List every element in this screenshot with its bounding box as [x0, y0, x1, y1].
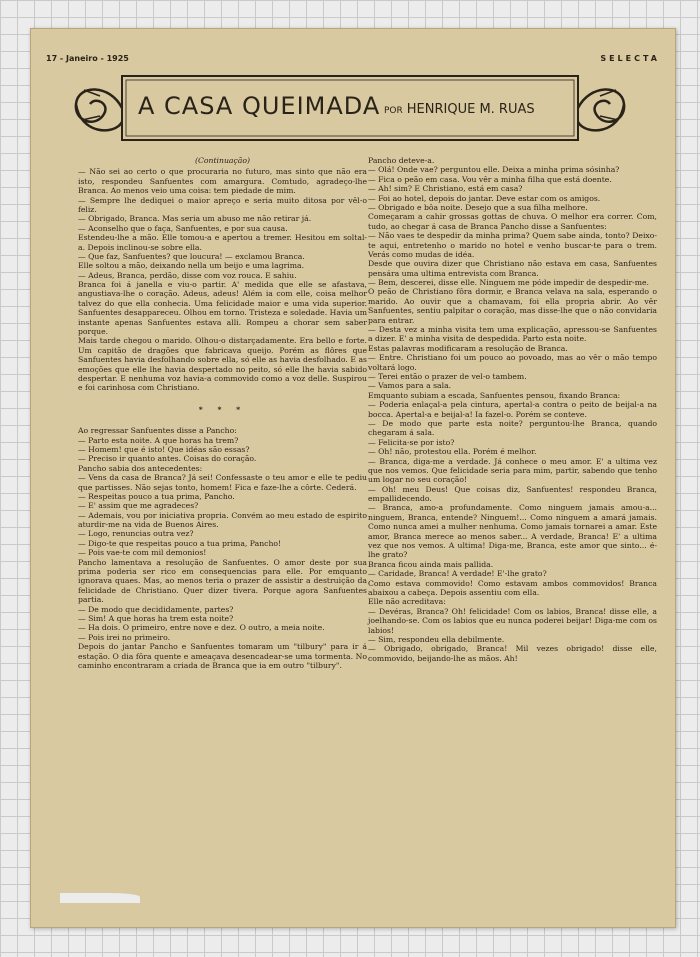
paragraph: — Ah! sim? E Christiano, está em casa?: [368, 184, 523, 194]
paragraph: — Aconselho que o faça, Sanfuentes, e por sua causa.: [78, 223, 288, 233]
paragraph: — Pois vae-te com mil demonios!: [78, 548, 207, 558]
paragraph: — Logo, renuncias outra vez?: [78, 529, 194, 539]
left-paragraphs-b: [78, 426, 367, 670]
paragraph: — Bem, descerei, disse elle. Ninguem me póde impedir de despedir-me.: [368, 278, 650, 288]
paragraph: — Obrigado e bôa noite. Desejo que a sua filha melhore.: [368, 202, 588, 212]
paragraph: — Oh! meu Deus! Que coisas diz, Sanfuentes! respondeu Branca, empallidecendo.: [368, 484, 657, 504]
paragraph: Pancho lamentava a resolução de Sanfuentes. O amor deste por sua prima poderia ser rico em consequencias para elle. Por emquanto ignorava quaes. Mas, ao menos teria o prazer de assistir a destruição da felicidade de Christiano. Quer dizer tivera. Porque agora Sanfuentes partia.: [78, 557, 367, 605]
author-name: HENRIQUE M. RUAS: [406, 102, 535, 117]
paragraph: — Fica o peão em casa. Vou vêr a minha filha que está doente.: [368, 174, 612, 184]
paragraph: Branca foi á janella e viu-o partir. A' medida que elle se afastava, angustiava-lhe o coração. Adeus, adeus! Além ia com elle, coisa melhor talvez do que ella conhecia. Uma felicidade maior e uma vida superior. Sanfuentes desappareceu. Olhou em torno. Tristeza e soledade. Havia um instante apenas Sanfuentes estava alli. Rompeu a chorar sem saber porque.: [78, 280, 367, 337]
paragraph: — Respeitas pouco a tua prima, Pancho.: [78, 491, 235, 501]
paragraph: Depois do jantar Pancho e Sanfuentes tomaram um "tilbury" para ir á estação. O dia fôra quente e ameaçava desencadear-se uma tormenta. No caminho encontraram a criada de Branca que ia em outro "tilbury".: [78, 642, 367, 670]
paragraph: — Parto esta noite. A que horas ha trem?: [78, 435, 239, 445]
paragraph: — Caridade, Branca! A verdade! E'-lhe grato?: [368, 569, 547, 579]
paragraph: — Branca, amo-a profundamente. Como ninguem jamais amou-a... ninguem, Branca, entende? Ninguem!... Como ninguem a amará jamais. Como nunca amei a mulher nenhuma. Como jamais tornarei a amar. Este amor, Branca merece ao menos saber... A verdade, Branca! E' a ultima vez que nos vemos. A ultima! Diga-me, Branca, este amor que sinto... é-lhe grato?: [368, 503, 657, 560]
paragraph: — Vamos para a sala.: [368, 381, 452, 391]
continuation-label: (Continuação): [194, 156, 250, 165]
paragraph: — Não sei ao certo o que procuraria no futuro, mas sinto que não era isto, respondeu Sanfuentes com amargura. Comtudo, agradeço-lhe Branca. Ao menos veio uma coisa: tem piedade de mim.: [78, 167, 367, 196]
section-separator: * * *: [198, 404, 247, 414]
magazine-page: [30, 28, 676, 928]
paragraph: Branca ficou ainda mais pallida.: [368, 559, 494, 569]
issue-date: 17 - Janeiro - 1925: [46, 54, 129, 63]
magazine-name: SELECTA: [600, 54, 660, 63]
paragraph: — Vens da casa de Branca? Já sei! Confessaste o teu amor e elle te pediu que partisses. Não sejas tonto, homem! Fica e faze-lhe a côrte. Cederá.: [78, 473, 367, 492]
paragraph: — Ademais, vou por iniciativa propria. Convém ao meu estado de espirito aturdir-me na vida de Buenos Aires.: [78, 510, 367, 530]
paragraph: — De modo que decididamente, partes?: [78, 604, 234, 614]
paragraph: — Branca, diga-me a verdade. Já conhece o meu amor. E' a ultima vez que nos vemos. Que felicidade seria para mim, partir, sabendo que tenho um logar no seu coração!: [368, 456, 657, 485]
paragraph: Elle soltou a mão, deixando nella um beijo e uma lagrima.: [78, 261, 305, 271]
paragraph: — Olá! Onde vae? perguntou elle. Deixa a minha prima sósinha?: [368, 165, 620, 175]
byline-por: POR: [384, 106, 403, 116]
paragraph: — Homem! que é isto! Que idéas são essas?: [78, 444, 250, 454]
paragraph: — Que faz, Sanfuentes? que loucura! — exclamou Branca.: [78, 251, 305, 261]
paragraph: Pancho deteve-a.: [368, 156, 435, 165]
paragraph: — Devéras, Branca? Oh! felicidade! Com os labios, Branca! disse elle, a joelhando-se. Com os labios que eu nunca poderei beijar! Diga-me com os labios!: [368, 606, 657, 635]
paragraph: — Obrigado, Branca. Mas seria um abuso me não retirar já.: [78, 214, 312, 224]
paragraph: — Sim, respondeu ella debilmente.: [368, 634, 505, 644]
paragraph: — Foi ao hotel, depois do jantar. Deve estar com os amigos.: [368, 193, 601, 203]
title-banner: [70, 70, 630, 146]
paragraph: Começaram a cahir grossas gottas de chuva. O melhor era correr. Com, tudo, ao chegar á casa de Branca Pancho disse a Sanfuentes:: [368, 212, 657, 231]
text-column-left: [78, 156, 367, 670]
paragraph: — Felicita-se por isto?: [368, 437, 455, 447]
paragraph: Estas palavras modificaram a resolução de Branca.: [368, 343, 568, 353]
paragraph: — Sempre lhe dediquei o maior apreço e seria muito ditosa por vêl-o feliz.: [78, 195, 367, 214]
text-column-right: [368, 156, 657, 663]
paragraph: — De modo que parte esta noite? perguntou-lhe Branca, quando chegaram á sala.: [368, 418, 657, 438]
paragraph: Desde que ouvira dizer que Christiano não estava em casa, Sanfuentes pensára uma ultima entrevista com Branca.: [368, 259, 657, 278]
paragraph: — Preciso ir quanto antes. Coisas do coração.: [78, 454, 257, 464]
left-paragraphs-a: [78, 167, 367, 392]
paragraph: Emquanto subiam a escada, Sanfuentes pensou, fixando Branca:: [368, 390, 621, 400]
paragraph: Mais tarde chegou o marido. Olhou-o distarçadamente. Era bello e forte. Um capitão de dragões que fabricava queijo. Porém as flôres que Sanfuentes havia desfolhando sobre ella, só elle as havia desfolhado. E as emoções que elle lhe havia despertado no peito, só elle lhe havia sabido despertar. E nenhuma voz havia-a commovido como a voz delle. Suspirou e foi carinhosa com Christiano.: [78, 336, 367, 393]
paragraph: — Ha dois. O primeiro, entre nove e dez. O outro, a meia noite.: [78, 623, 325, 633]
paragraph: — Obrigado, obrigado, Branca! Mil vezes obrigado! disse elle, commovido, beijando-lhe as mãos. Ah!: [368, 644, 657, 663]
page-header: [46, 54, 660, 63]
paragraph: O peão de Christiano fôra dormir, e Branca velava na sala, esperando o marido. Ao ouvir que a chamavam, foi ella propria abrir. Ao vêr Sanfuentes, sentiu palpitar o coração, mas disse-lhe que o não convidaria para entrar.: [368, 287, 657, 325]
article-title: A CASA QUEIMADA: [138, 92, 381, 120]
paragraph: Pancho sabia dos antecedentes:: [78, 463, 203, 473]
paragraph: — Terei então o prazer de vel-o tambem.: [368, 371, 527, 381]
article-byline: [384, 102, 535, 117]
paragraph: Elle não acreditava:: [368, 597, 446, 607]
paragraph: — Não vaes te despedir da minha prima? Quem sabe ainda, tonto? Deixo-te aqui, entretenho o marido no hotel e venho buscar-te para o trem. Verás como mudas de idéa.: [368, 231, 657, 259]
paragraph: — Pois irei no primeiro.: [78, 632, 171, 642]
paragraph: — Poderia enlaçal-a pela cintura, apertal-a contra o peito de beijal-a na bocca. Apertal-a e beijal-a! Ia fazel-o. Porém se conteve.: [368, 400, 657, 419]
paragraph: — Adeus, Branca, perdão, disse com voz rouca. E sahiu.: [78, 270, 297, 280]
paragraph: — Oh! não, protestou ella. Porém é melhor.: [368, 447, 537, 457]
paragraph: — Entre. Christiano foi um pouco ao povoado, mas ao vêr o mão tempo voltará logo.: [368, 353, 657, 372]
paragraph: Como estava commovido! Como estavam ambos commovidos! Branca abaixou a cabeça. Depois assentiu com ella.: [368, 578, 657, 597]
paragraph: — Desta vez a minha visita tem uma explicação, apressou-se Sanfuentes a dizer. E' a minha visita de despedida. Parto esta noite.: [368, 325, 657, 344]
paragraph: Ao regressar Sanfuentes disse a Pancho:: [78, 426, 237, 436]
paragraph: — E' assim que me agradeces?: [78, 501, 199, 511]
paragraph: — Digo-te que respeitas pouco a tua prima, Pancho!: [78, 538, 282, 548]
torn-corner: [60, 893, 140, 903]
paragraph: — Sim! A que horas ha trem esta noite?: [78, 613, 234, 623]
paragraph: Estendeu-lhe a mão. Elle tomou-a e apertou a tremer. Hesitou em soltal-a. Depois inclinou-se sobre ella.: [78, 233, 367, 252]
